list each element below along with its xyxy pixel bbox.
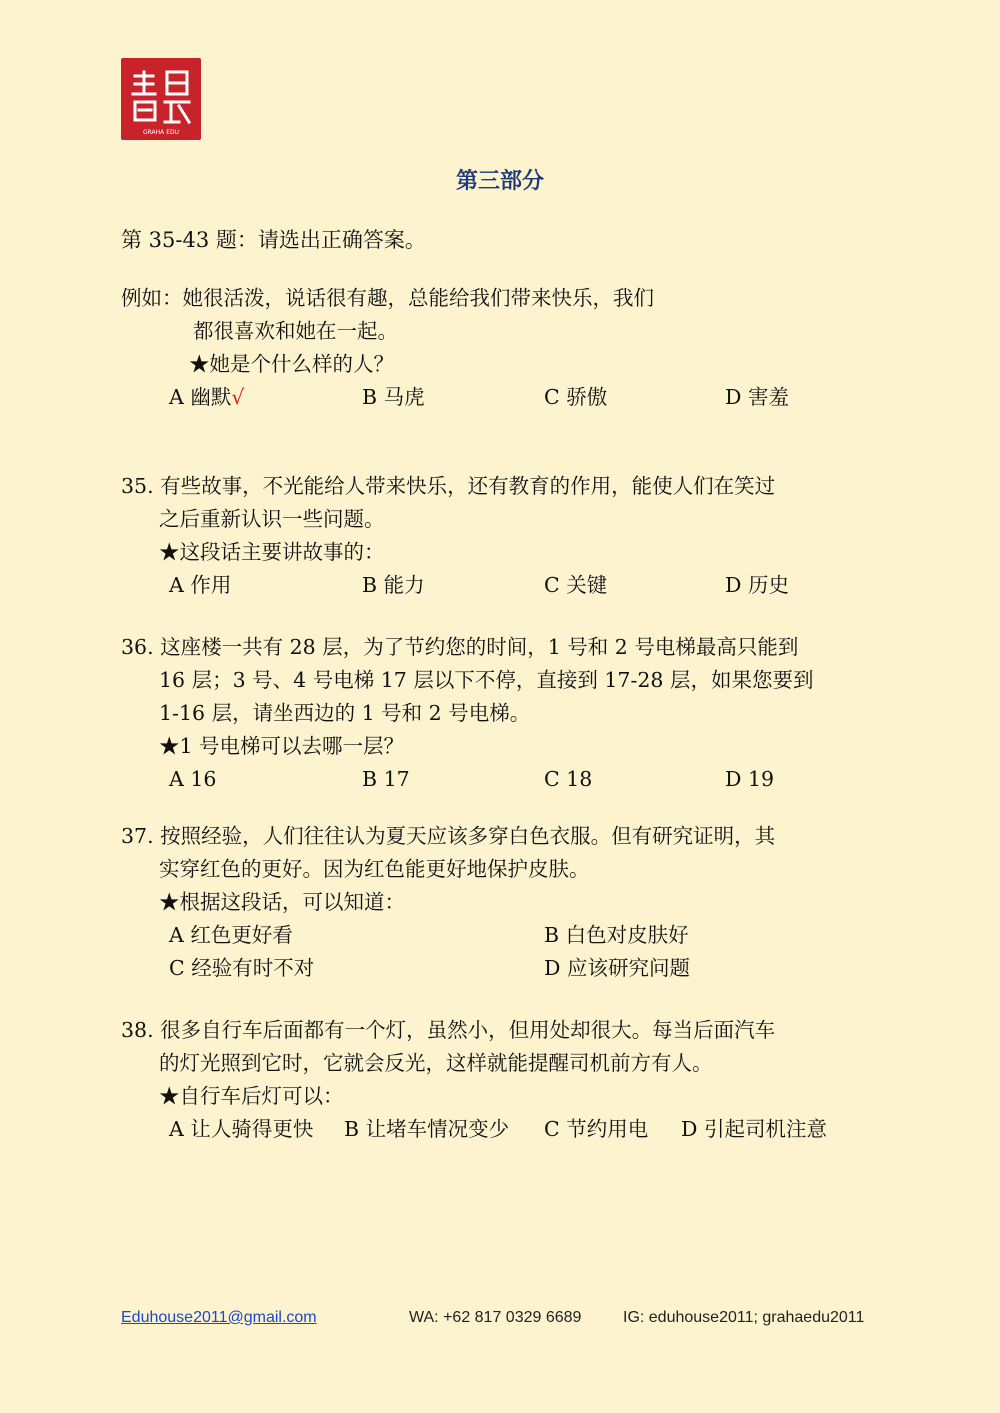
question-prompt: ★根据这段话，可以知道： — [159, 890, 405, 914]
question-options — [121, 763, 881, 796]
question-options — [121, 952, 881, 985]
question-prompt: ★1 号电梯可以去哪一层？ — [159, 734, 405, 758]
question-line: 之后重新认识一些问题。 — [159, 507, 385, 531]
logo — [121, 58, 201, 140]
question-37 — [121, 820, 881, 985]
example-option-c: C 骄傲 — [544, 385, 608, 409]
option-a: A 让人骑得更快 — [169, 1117, 314, 1141]
question-line: 1-16 层，请坐西边的 1 号和 2 号电梯。 — [159, 701, 531, 725]
example-line2: 都很喜欢和她在一起。 — [193, 319, 398, 343]
option-c: C 节约用电 — [544, 1117, 649, 1141]
question-line: 实穿红色的更好。因为红色能更好地保护皮肤。 — [159, 857, 590, 881]
option-c: C 经验有时不对 — [169, 956, 315, 980]
option-d: D 应该研究问题 — [544, 956, 690, 980]
option-c: C 18 — [544, 767, 593, 791]
footer-wa: WA: +62 817 0329 6689 — [409, 1309, 582, 1326]
option-a: A 作用 — [169, 573, 232, 597]
question-36 — [121, 631, 881, 796]
option-d: D 引起司机注意 — [681, 1117, 827, 1141]
question-line: 的灯光照到它时，它就会反光，这样就能提醒司机前方有人。 — [159, 1051, 713, 1075]
example-option-b: B 马虎 — [362, 385, 425, 409]
question-options — [121, 1113, 881, 1146]
footer-ig: IG: eduhouse2011; grahaedu2011 — [623, 1309, 865, 1326]
option-a: A 16 — [169, 767, 217, 791]
question-line: 38. 很多自行车后面都有一个灯，虽然小，但用处却很大。每当后面汽车 — [121, 1018, 776, 1042]
question-line: 35. 有些故事，不光能给人带来快乐，还有教育的作用，能使人们在笑过 — [121, 474, 776, 498]
instruction: 第 35-43 题：请选出正确答案。 — [121, 228, 426, 252]
question-line: 37. 按照经验，人们往往认为夏天应该多穿白色衣服。但有研究证明，其 — [121, 824, 776, 848]
option-b: B 让堵车情况变少 — [344, 1117, 510, 1141]
svg-text:GRAHA EDU: GRAHA EDU — [142, 129, 180, 136]
option-b: B 17 — [362, 767, 410, 791]
example-option-a: A 幽默√ — [169, 385, 245, 409]
example-question: ★她是个什么样的人？ — [189, 352, 394, 376]
question-38 — [121, 1014, 881, 1146]
check-mark-icon: √ — [231, 385, 245, 409]
question-options — [121, 919, 881, 952]
option-d: D 19 — [725, 767, 775, 791]
question-prompt: ★自行车后灯可以： — [159, 1084, 344, 1108]
section-title: 第三部分 — [455, 168, 544, 194]
example-options — [121, 381, 881, 414]
question-prompt: ★这段话主要讲故事的： — [159, 540, 385, 564]
option-b: B 能力 — [362, 573, 425, 597]
question-line: 16 层；3 号、4 号电梯 17 层以下不停，直接到 17-28 层，如果您要到 — [159, 668, 814, 692]
option-a: A 红色更好看 — [169, 923, 293, 947]
question-options — [121, 569, 881, 602]
option-b: B 白色对皮肤好 — [544, 923, 689, 947]
option-d: D 历史 — [725, 573, 789, 597]
option-c: C 关键 — [544, 573, 608, 597]
example-line1: 例如：她很活泼，说话很有趣，总能给我们带来快乐，我们 — [121, 286, 654, 310]
example-block — [121, 282, 881, 414]
logo-seal-icon — [121, 58, 201, 140]
footer-email-link[interactable]: Eduhouse2011@gmail.com — [121, 1309, 317, 1326]
question-line: 36. 这座楼一共有 28 层，为了节约您的时间，1 号和 2 号电梯最高只能到 — [121, 635, 799, 659]
example-option-d: D 害羞 — [725, 385, 789, 409]
question-35 — [121, 470, 881, 602]
